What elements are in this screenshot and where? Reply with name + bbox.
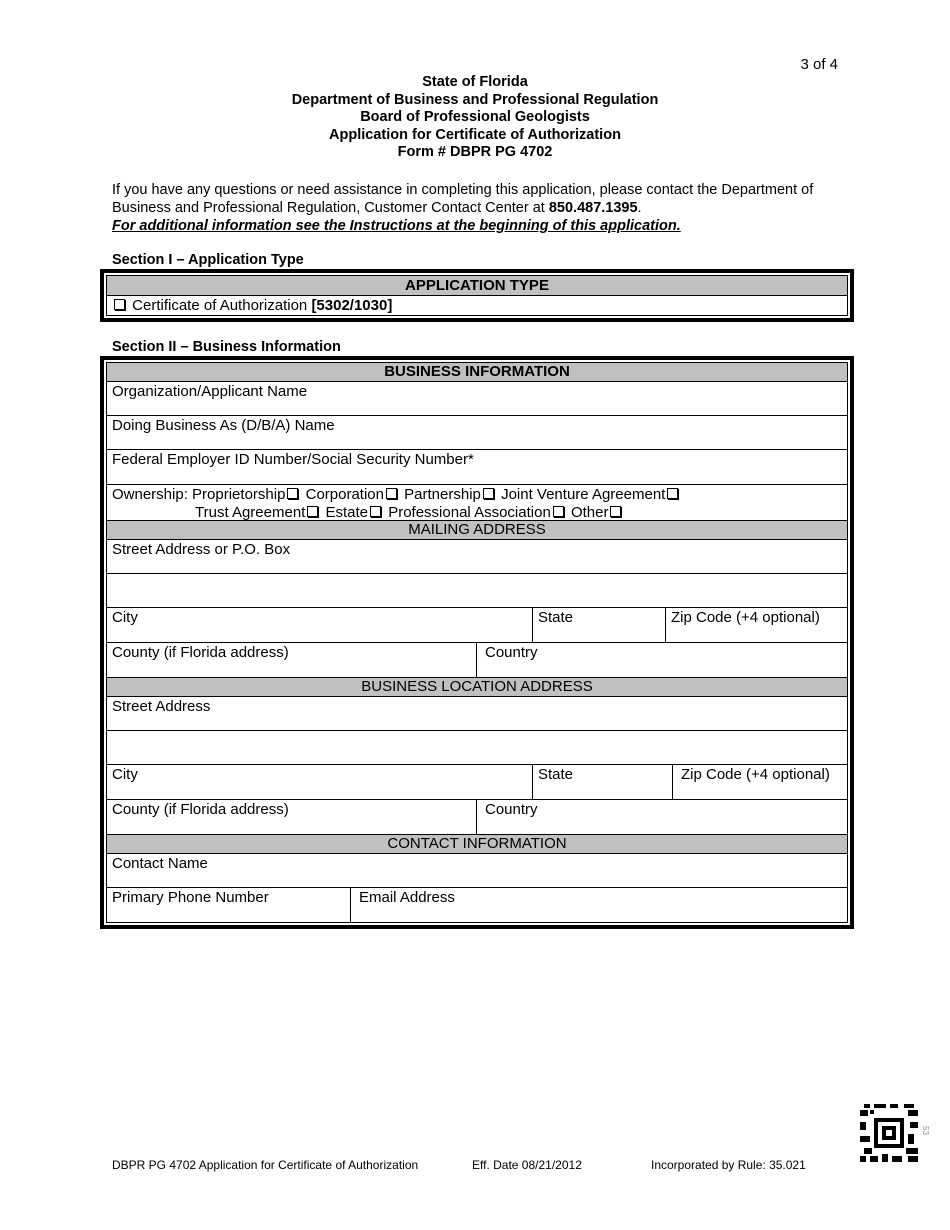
section2-heading: Section II – Business Information: [112, 339, 341, 355]
certificate-checkbox[interactable]: [114, 299, 125, 310]
ownership-label: Ownership:: [112, 486, 188, 503]
ownership-proprietorship: Proprietorship: [192, 486, 286, 503]
section1-heading: Section I – Application Type: [112, 252, 304, 268]
footer-eff-date: Eff. Date 08/21/2012: [472, 1158, 582, 1172]
location-country-label: Country: [485, 801, 538, 818]
mailing-state-label: State: [538, 609, 574, 626]
email-field[interactable]: [350, 888, 847, 922]
contact-name-label: Contact Name: [112, 855, 208, 872]
location-city-field[interactable]: [107, 765, 532, 799]
business-location-band: BUSINESS LOCATION ADDRESS: [107, 678, 847, 697]
location-city-label: City: [112, 766, 138, 783]
location-state-field[interactable]: [532, 765, 672, 799]
mailing-city-label: City: [112, 609, 138, 626]
mailing-street-row[interactable]: [107, 540, 847, 574]
primary-phone-field[interactable]: [107, 888, 350, 922]
professional-association-checkbox[interactable]: [553, 506, 564, 517]
location-zip-label: Zip Code (+4 optional): [681, 766, 830, 783]
mailing-street-label: Street Address or P.O. Box: [112, 541, 291, 558]
location-state-label: State: [538, 766, 574, 783]
intro-paragraph: [112, 181, 832, 235]
ownership-corporation: Corporation: [305, 486, 384, 503]
contact-phone-email-row: [107, 888, 847, 922]
intro-text: If you have any questions or need assistance in completing this application, please contact the Department of Business and Professional Regulation, Customer Contact Center at: [112, 182, 814, 216]
page-number: 3 of 4: [800, 56, 838, 73]
application-type-table: [100, 269, 854, 322]
mailing-state-field[interactable]: [532, 608, 665, 642]
dba-row[interactable]: [107, 416, 847, 450]
certificate-option-code: [5302/1030]: [311, 297, 393, 314]
mailing-city-row: [107, 608, 847, 643]
location-county-row: [107, 800, 847, 835]
location-county-field[interactable]: [107, 800, 476, 834]
instructions-note: For additional information see the Instructions at the beginning of this application.: [112, 218, 681, 234]
mailing-address-band: MAILING ADDRESS: [107, 521, 847, 540]
header-title: Application for Certificate of Authorization: [329, 126, 621, 143]
location-zip-field[interactable]: [672, 765, 847, 799]
org-name-label: Organization/Applicant Name: [112, 383, 308, 400]
mailing-city-field[interactable]: [107, 608, 532, 642]
joint-venture-checkbox[interactable]: [667, 488, 678, 499]
fein-label: Federal Employer ID Number/Social Security Number*: [112, 451, 474, 468]
business-information-table: [100, 356, 854, 929]
barcode-number: 53: [921, 1126, 930, 1135]
proprietorship-checkbox[interactable]: [287, 488, 298, 499]
ownership-joint-venture: Joint Venture Agreement: [501, 486, 666, 503]
form-header: [0, 74, 950, 162]
header-form-number: Form # DBPR PG 4702: [397, 144, 553, 160]
header-state: State of Florida: [422, 74, 528, 90]
partnership-checkbox[interactable]: [483, 488, 494, 499]
contact-phone: 850.487.1395: [548, 200, 638, 216]
contact-information-band: CONTACT INFORMATION: [107, 835, 847, 854]
corporation-checkbox[interactable]: [386, 488, 397, 499]
location-street-row-2[interactable]: [107, 731, 847, 765]
intro-period: .: [637, 200, 642, 216]
other-checkbox[interactable]: [610, 506, 621, 517]
header-department: Department of Business and Professional Regulation: [291, 91, 659, 108]
dba-label: Doing Business As (D/B/A) Name: [112, 417, 335, 434]
mailing-country-label: Country: [485, 644, 538, 661]
mailing-county-field[interactable]: [107, 643, 476, 677]
location-county-label: County (if Florida address): [112, 801, 289, 818]
ownership-trust: Trust Agreement: [195, 504, 306, 521]
fein-row[interactable]: [107, 450, 847, 485]
email-label: Email Address: [359, 889, 455, 906]
trust-checkbox[interactable]: [307, 506, 318, 517]
location-country-field[interactable]: [476, 800, 847, 834]
ownership-row: [107, 485, 847, 521]
certificate-option-row[interactable]: [107, 296, 847, 315]
location-street-row[interactable]: [107, 697, 847, 731]
mailing-zip-label: Zip Code (+4 optional): [671, 609, 820, 626]
mailing-street-row-2[interactable]: [107, 574, 847, 608]
ownership-professional-association: Professional Association: [388, 504, 551, 521]
contact-name-row[interactable]: [107, 854, 847, 888]
qr-code-icon: [860, 1104, 918, 1162]
footer-form-name: DBPR PG 4702 Application for Certificate of Authorization: [112, 1158, 419, 1172]
ownership-estate: Estate: [325, 504, 369, 521]
business-information-band: BUSINESS INFORMATION: [107, 363, 847, 382]
location-street-label: Street Address: [112, 698, 211, 715]
ownership-other: Other: [570, 504, 609, 521]
mailing-country-field[interactable]: [476, 643, 847, 677]
certificate-option-label: Certificate of Authorization: [132, 297, 312, 314]
estate-checkbox[interactable]: [370, 506, 381, 517]
org-name-row[interactable]: [107, 382, 847, 416]
mailing-county-row: [107, 643, 847, 678]
mailing-zip-field[interactable]: [665, 608, 847, 642]
application-type-band: APPLICATION TYPE: [107, 276, 847, 296]
ownership-partnership: Partnership: [404, 486, 481, 503]
footer-rule: Incorporated by Rule: 35.021: [651, 1158, 806, 1172]
header-board: Board of Professional Geologists: [360, 109, 590, 125]
primary-phone-label: Primary Phone Number: [112, 889, 269, 906]
mailing-county-label: County (if Florida address): [112, 644, 289, 661]
location-city-row: [107, 765, 847, 800]
